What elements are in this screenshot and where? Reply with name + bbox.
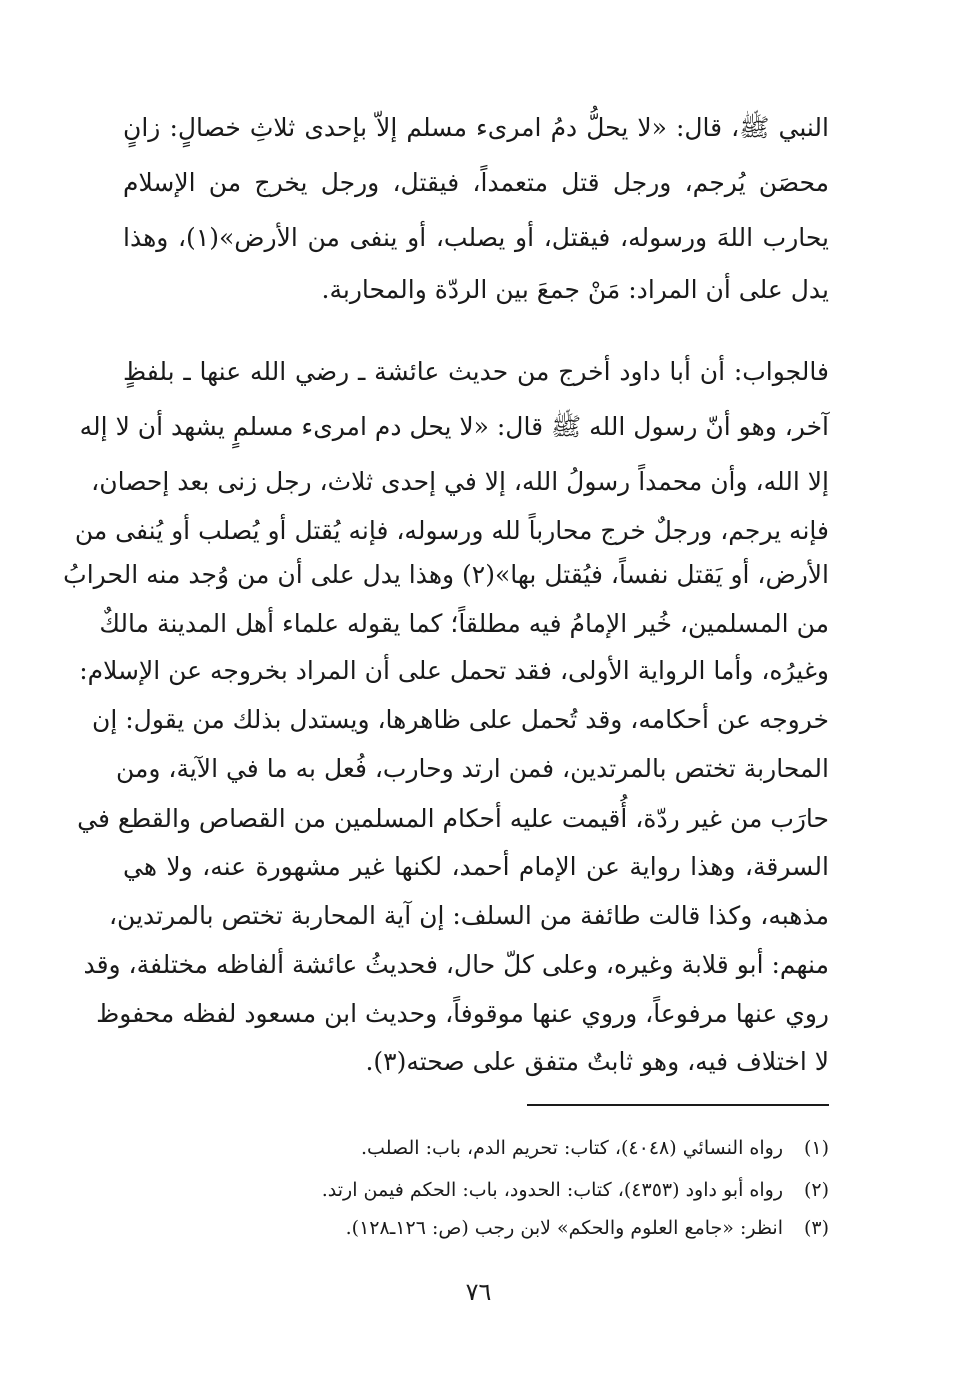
text-line: السرقة، وهذا رواية عن الإمام أحمد، لكنها غير مشهورة عنه، ولا هي [123,852,829,881]
text-line: مذهبه، وكذا قالت طائفة من السلف: إن آية المحاربة تختص بالمرتدين، [108,901,829,930]
footnote [123,1172,829,1208]
text-line: يحارب اللهَ ورسوله، فيقتل، أو يصلب، أو ينفى من الأرض»(١)، وهذا [123,223,830,252]
footnote-text: رواه النسائي (٤٠٤٨)، كتاب: تحريم الدم، باب: الصلب. [361,1137,783,1159]
text-line: خروجه عن أحكامه، وقد تُحمل على ظاهرها، ويستدل بذلك من يقول: إن [91,705,829,734]
text-line: روي عنها مرفوعاً، وروي عنها موقوفاً، وحديث ابن مسعود لفظه محفوظ [96,999,829,1028]
text-line: حارَب من غير ردّة، أُقيمت عليه أحكام المسلمين من القصاص والقطع في [77,804,829,833]
text-line: لا اختلاف فيه، وهو ثابتٌ متفق على صحته(٣). [365,1047,829,1076]
text-line: فإنه يرجم، ورجلٌ خرج محارباً لله ورسوله، فإنه يُقتل أو يُصلب أو يُنفى من [74,516,829,545]
text-line: وغيرُه، وأما الرواية الأولى، فقد تحمل على أن المراد بخروجه عن الإسلام: [79,656,829,685]
text-line: الأرض، أو يَقتل نفساً، فيُقتل بها»(٢) وهذا يدل على أن من وُجد منه الحرابُ [63,560,829,589]
footnote-text: انظر: «جامع العلوم والحكم» لابن رجب (ص: ١٢٦ـ١٢٨). [345,1217,783,1239]
footnote-number: (١) [803,1137,829,1159]
footnote [123,1210,829,1246]
footnote-divider [527,1104,829,1106]
text-line: فالجواب: أن أبا داود أخرج من حديث عائشة ـ رضي الله عنها ـ بلفظٍ [123,357,829,386]
footnote [123,1130,829,1166]
text-line: منهم: أبو قلابة وغيره، وعلى كلّ حال، فحديثُ عائشة ألفاظه مختلفة، وقد [83,950,829,979]
text-line: من المسلمين، خُير الإمامُ فيه مطلقاً؛ كما يقوله علماء أهل المدينة مالكٌ [99,609,829,638]
footnote-number: (٣) [803,1217,829,1239]
text-line: النبي ﷺ، قال: «لا يحلُّ دمُ امرىء مسلم إلاّ بإحدى ثلاثِ خصالٍ: زانٍ [123,113,829,142]
footnote-number: (٢) [803,1179,829,1201]
text-line: يدل على أن المراد: مَنْ جمعَ بين الردّة والمحاربة. [321,275,829,304]
text-line: المحاربة تختص بالمرتدين، فمن ارتد وحارب، فُعل به ما في الآية، ومن [115,754,829,783]
text-line: محصَن يُرجم، ورجل قتل متعمداً، فيقتل، ورجل يخرج من الإسلام [123,168,829,197]
footnote-text: رواه أبو داود (٤٣٥٣)، كتاب: الحدود، باب: الحكم فيمن ارتد. [321,1179,783,1201]
text-line: إلا الله، وأن محمداً رسولُ الله، إلا في إحدى ثلاث، رجل زنى بعد إحصان، [91,467,829,496]
page-number: ٧٦ [465,1278,492,1306]
text-line: آخر، وهو أنّ رسول الله ﷺ قال: «لا يحل دم امرىء مسلمٍ يشهد أن لا إله [79,412,829,441]
